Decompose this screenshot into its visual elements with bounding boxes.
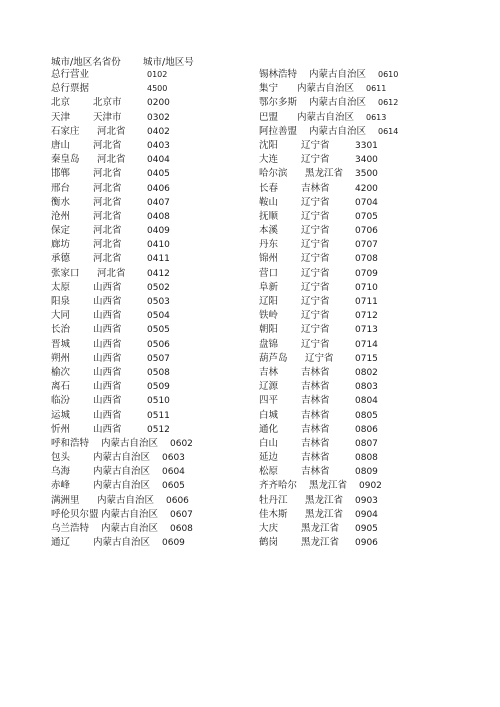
city-cell: 通化	[259, 423, 279, 435]
code-cell: 0409	[147, 226, 170, 237]
code-cell: 0505	[147, 325, 170, 336]
city-cell: 阿拉善盟	[259, 125, 298, 137]
province-cell: 吉林省	[301, 423, 330, 435]
code-cell: 0408	[147, 211, 170, 222]
code-cell: 0807	[355, 438, 378, 449]
province-cell: 辽宁省	[301, 281, 330, 293]
code-cell: 0905	[355, 524, 378, 534]
province-cell: 辽宁省	[301, 154, 330, 166]
city-cell: 延边	[259, 452, 279, 464]
code-cell: 0606	[166, 495, 189, 506]
code-cell: 0604	[162, 467, 185, 478]
code-cell: 0715	[355, 353, 378, 364]
province-cell: 河北省	[93, 239, 122, 251]
code-cell: 0302	[147, 112, 170, 123]
city-cell: 呼和浩特	[51, 437, 90, 449]
city-cell: 盘锦	[259, 338, 279, 350]
city-cell: 北京	[51, 97, 71, 109]
city-cell: 廊坊	[51, 239, 71, 251]
code-cell: 0507	[147, 353, 170, 364]
province-cell: 河北省	[93, 182, 122, 194]
code-cell: 0605	[162, 481, 185, 492]
code-cell: 0803	[355, 382, 378, 393]
code-cell: 0806	[355, 424, 378, 435]
city-cell: 白城	[259, 409, 279, 421]
code-cell: 0200	[147, 98, 170, 109]
city-cell: 巴盟	[259, 111, 279, 123]
city-cell: 长治	[51, 324, 71, 336]
city-cell: 晋城	[51, 338, 71, 350]
header-city-province: 城市/地区名省份	[51, 57, 121, 68]
city-cell: 四平	[259, 395, 279, 407]
code-cell: 0411	[147, 254, 170, 265]
code-cell: 0809	[355, 467, 378, 478]
province-cell: 内蒙古自治区	[93, 466, 151, 478]
code-cell: 0405	[147, 169, 170, 180]
province-cell: 内蒙古自治区	[101, 437, 159, 449]
province-cell: 内蒙古自治区	[93, 452, 151, 464]
province-cell: 内蒙古自治区	[309, 125, 367, 137]
city-cell: 丹东	[259, 239, 279, 251]
city-cell: 衡水	[51, 196, 71, 208]
city-cell: 太原	[51, 281, 71, 293]
city-cell: 秦皇岛	[51, 154, 80, 166]
province-cell: 辽宁省	[301, 196, 330, 208]
code-cell: 0607	[170, 509, 193, 520]
table-header	[51, 54, 194, 68]
code-cell: 0902	[359, 481, 382, 492]
code-cell: 0506	[147, 339, 170, 350]
province-cell: 吉林省	[301, 366, 330, 378]
code-cell: 0510	[147, 396, 170, 407]
province-cell: 辽宁省	[301, 225, 330, 237]
province-cell: 辽宁省	[301, 296, 330, 307]
city-cell: 鞍山	[259, 196, 279, 208]
province-cell: 辽宁省	[301, 310, 330, 322]
code-cell: 0614	[378, 126, 399, 136]
city-cell: 朔州	[51, 352, 71, 364]
province-cell: 辽宁省	[301, 139, 330, 151]
province-cell: 内蒙古自治区	[309, 69, 367, 80]
city-cell: 鹤岗	[259, 537, 279, 549]
city-cell: 忻州	[51, 423, 71, 435]
code-cell: 0906	[355, 538, 378, 549]
code-cell: 0407	[147, 197, 170, 208]
city-cell: 朝阳	[259, 324, 279, 336]
province-cell: 天津市	[93, 111, 122, 123]
code-cell: 0511	[147, 410, 170, 421]
city-cell: 邢台	[51, 182, 71, 194]
province-cell: 山西省	[93, 281, 122, 293]
province-cell: 辽宁省	[301, 253, 330, 265]
province-cell: 黑龙江省	[305, 168, 344, 180]
province-cell: 辽宁省	[301, 210, 330, 222]
city-cell: 张家口	[51, 267, 80, 279]
city-cell: 邯郸	[51, 168, 71, 180]
province-cell: 山西省	[93, 366, 122, 378]
city-cell: 松原	[259, 466, 279, 478]
province-cell: 辽宁省	[305, 352, 334, 364]
city-cell: 天津	[51, 111, 71, 123]
city-cell: 锡林浩特	[259, 69, 298, 80]
code-cell: 0403	[147, 140, 170, 151]
city-cell: 总行营业	[51, 69, 90, 80]
province-cell: 吉林省	[301, 182, 330, 194]
province-cell: 吉林省	[301, 381, 330, 393]
province-cell: 河北省	[93, 253, 122, 265]
city-cell: 运城	[51, 409, 71, 421]
code-cell: 0705	[355, 211, 378, 222]
city-cell: 阳泉	[51, 296, 71, 307]
code-cell: 0512	[147, 424, 170, 435]
province-cell: 辽宁省	[301, 338, 330, 350]
province-cell: 黑龙江省	[305, 508, 344, 520]
code-cell: 0708	[355, 254, 378, 265]
city-cell: 哈尔滨	[259, 168, 288, 180]
province-cell: 内蒙古自治区	[97, 494, 155, 506]
code-cell: 0904	[355, 509, 378, 520]
code-cell: 0508	[147, 367, 170, 378]
province-cell: 山西省	[93, 310, 122, 322]
province-cell: 内蒙古自治区	[93, 537, 151, 549]
province-cell: 北京市	[93, 97, 122, 109]
city-cell: 长春	[259, 182, 279, 194]
city-cell: 铁岭	[259, 310, 279, 322]
code-cell: 0707	[355, 240, 378, 251]
code-cell: 0609	[162, 538, 185, 549]
city-cell: 牡丹江	[259, 494, 288, 506]
province-cell: 吉林省	[301, 437, 330, 449]
province-cell: 内蒙古自治区	[93, 480, 151, 492]
code-cell: 0412	[147, 268, 170, 279]
code-cell: 0603	[162, 453, 185, 464]
province-cell: 河北省	[93, 196, 122, 208]
province-cell: 内蒙古自治区	[309, 97, 367, 109]
province-cell: 辽宁省	[301, 239, 330, 251]
city-cell: 白山	[259, 437, 279, 449]
code-cell: 0903	[355, 495, 378, 506]
code-cell: 0102	[147, 70, 168, 79]
province-cell: 河北省	[93, 225, 122, 237]
code-cell: 0706	[355, 226, 378, 237]
city-cell: 包头	[51, 452, 71, 464]
city-cell: 乌海	[51, 466, 71, 478]
code-cell: 4500	[147, 84, 168, 94]
code-cell: 0509	[147, 382, 170, 393]
code-cell: 0804	[355, 396, 378, 407]
city-cell: 阜新	[259, 281, 279, 293]
city-cell: 大连	[259, 154, 279, 166]
province-cell: 内蒙古自治区	[297, 83, 355, 95]
header-code: 城市/地区号	[143, 57, 194, 68]
city-cell: 总行票据	[51, 83, 90, 95]
city-cell: 大同	[51, 310, 71, 322]
city-cell: 佳木斯	[259, 508, 288, 520]
city-cell: 石家庄	[51, 125, 80, 137]
province-cell: 吉林省	[301, 409, 330, 421]
code-cell: 0504	[147, 311, 170, 322]
city-cell: 葫芦岛	[259, 352, 288, 364]
province-cell: 河北省	[93, 139, 122, 151]
province-cell: 山西省	[93, 423, 122, 435]
code-cell: 0713	[355, 325, 378, 336]
province-cell: 内蒙古自治区	[101, 508, 159, 520]
code-cell: 0710	[355, 282, 378, 293]
province-cell: 内蒙古自治区	[101, 523, 159, 534]
city-cell: 保定	[51, 225, 71, 237]
province-cell: 黑龙江省	[305, 494, 344, 506]
code-cell: 0709	[355, 268, 378, 279]
city-cell: 抚顺	[259, 210, 279, 222]
code-cell: 0502	[147, 282, 170, 293]
city-cell: 临汾	[51, 395, 71, 407]
code-cell: 3301	[355, 140, 378, 151]
city-cell: 沧州	[51, 210, 71, 222]
city-cell: 鄂尔多斯	[259, 97, 298, 109]
province-cell: 吉林省	[301, 395, 330, 407]
code-cell: 0613	[366, 112, 387, 122]
city-cell: 通辽	[51, 537, 71, 549]
code-cell: 0404	[147, 155, 170, 166]
province-cell: 河北省	[97, 125, 126, 137]
province-cell: 黑龙江省	[309, 480, 348, 492]
province-cell: 山西省	[93, 395, 122, 407]
code-cell: 0611	[366, 84, 387, 94]
code-cell: 3400	[355, 155, 378, 166]
code-cell: 3500	[355, 169, 378, 180]
province-cell: 吉林省	[301, 452, 330, 464]
city-cell: 辽阳	[259, 296, 279, 307]
code-cell: 0712	[355, 311, 378, 322]
city-cell: 大庆	[259, 523, 279, 534]
city-cell: 承德	[51, 253, 71, 265]
code-cell: 4200	[355, 183, 378, 194]
code-cell: 0805	[355, 410, 378, 421]
province-cell: 山西省	[93, 324, 122, 336]
code-cell: 0714	[355, 339, 378, 350]
city-cell: 赤峰	[51, 480, 71, 492]
code-cell: 0406	[147, 183, 170, 194]
city-cell: 呼伦贝尔盟	[51, 508, 99, 520]
city-cell: 满洲里	[51, 494, 80, 506]
code-cell: 0704	[355, 197, 378, 208]
code-cell: 0808	[355, 453, 378, 464]
province-cell: 内蒙古自治区	[297, 111, 355, 123]
province-cell: 辽宁省	[301, 324, 330, 336]
province-cell: 吉林省	[301, 466, 330, 478]
code-cell: 0602	[170, 438, 193, 449]
city-cell: 唐山	[51, 139, 71, 151]
province-cell: 山西省	[93, 296, 122, 307]
city-cell: 本溪	[259, 225, 279, 237]
province-cell: 山西省	[93, 409, 122, 421]
province-cell: 河北省	[97, 267, 126, 279]
city-cell: 乌兰浩特	[51, 523, 90, 534]
city-cell: 齐齐哈尔	[259, 480, 298, 492]
city-cell: 锦州	[259, 253, 279, 265]
code-cell: 0610	[378, 70, 399, 79]
code-cell: 0402	[147, 126, 170, 137]
code-cell: 0612	[378, 98, 399, 108]
province-cell: 辽宁省	[301, 267, 330, 279]
city-cell: 辽源	[259, 381, 279, 393]
city-cell: 吉林	[259, 366, 279, 378]
code-cell: 0410	[147, 240, 170, 251]
code-cell: 0802	[355, 367, 378, 378]
city-cell: 榆次	[51, 366, 71, 378]
city-cell: 集宁	[259, 83, 279, 95]
city-cell: 营口	[259, 267, 279, 279]
code-cell: 0503	[147, 297, 170, 307]
province-cell: 山西省	[93, 381, 122, 393]
province-cell: 河北省	[93, 210, 122, 222]
province-cell: 河北省	[97, 154, 126, 166]
code-cell: 0711	[355, 297, 378, 307]
city-cell: 离石	[51, 381, 71, 393]
province-cell: 黑龙江省	[301, 537, 340, 549]
city-cell: 沈阳	[259, 139, 279, 151]
province-cell: 山西省	[93, 338, 122, 350]
code-cell: 0608	[170, 524, 193, 534]
province-cell: 河北省	[93, 168, 122, 180]
province-cell: 山西省	[93, 352, 122, 364]
province-cell: 黑龙江省	[301, 523, 340, 534]
